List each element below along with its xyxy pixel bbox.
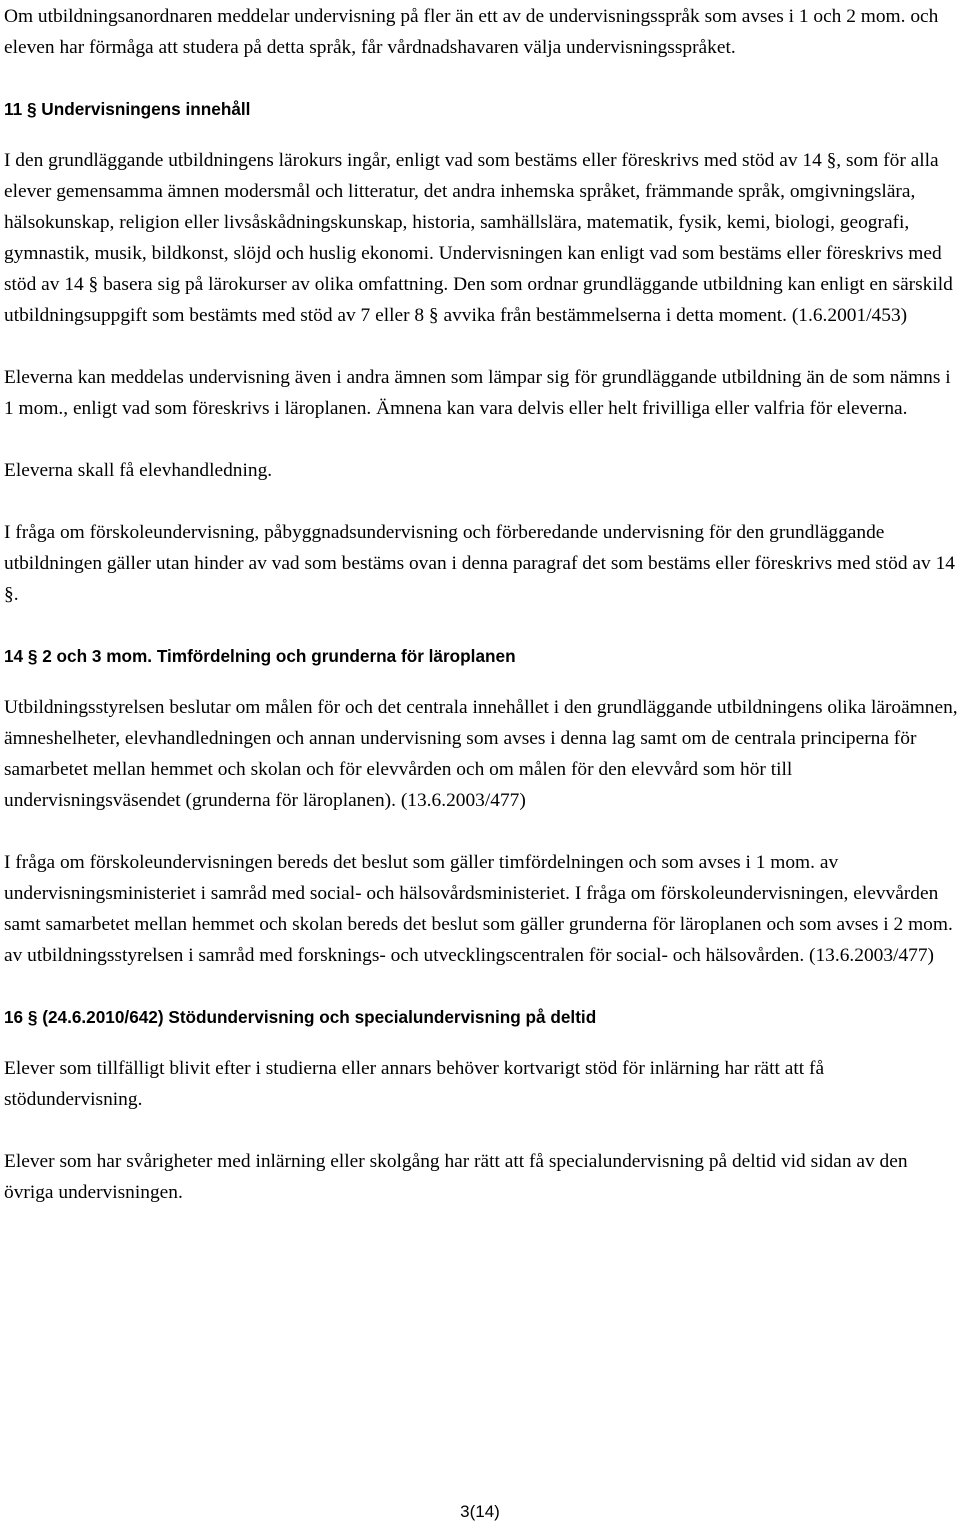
section-16-paragraph-2: Elever som har svårigheter med inlärning eller skolgång har rätt att få specialundervisning på deltid vid sidan av den övriga undervisningen. — [4, 1151, 908, 1203]
document-page — [4, 1, 958, 1208]
section-11-heading: 11 § Undervisningens innehåll — [4, 99, 251, 119]
section-14-paragraph-2: I fråga om förskoleundervisningen bereds det beslut som gäller timfördelningen och som avses i 1 mom. av undervisningsministeriet i samråd med social- och hälsovårdsministeriet. I fråga om förskoleundervisningen, elevvården samt samarbetet mellan hemmet och skolan bereds det beslut som gäller grunderna för läroplanen och som avses i 2 mom. av utbildningsstyrelsen i samråd med forsknings- och utvecklingscentralen för social- och hälsovården. (13.6.2003/477) — [4, 852, 953, 966]
section-11-paragraph-1: I den grundläggande utbildningens lärokurs ingår, enligt vad som bestäms eller föreskrivs med stöd av 14 §, som för alla elever gemensamma ämnen modersmål och litteratur, det andra inhemska språket, främmande språk, omgivningslära, hälsokunskap, religion eller livsåskådningskunskap, historia, samhällslära, matematik, fysik, kemi, biologi, geografi, gymnastik, musik, bildkonst, slöjd och huslig ekonomi. Undervisningen kan enligt vad som bestäms eller föreskrivs med stöd av 14 § basera sig på lärokurser av olika omfattning. Den som ordnar grundläggande utbildning kan enligt en särskild utbildningsuppgift som bestämts med stöd av 7 eller 8 § avvika från bestämmelserna i detta moment. (1.6.2001/453) — [4, 150, 953, 326]
section-16-heading: 16 § (24.6.2010/642) Stödundervisning och specialundervisning på deltid — [4, 1007, 597, 1027]
section-14-heading: 14 § 2 och 3 mom. Timfördelning och grunderna för läroplanen — [4, 646, 516, 666]
intro-paragraph: Om utbildningsanordnaren meddelar undervisning på fler än ett av de undervisningsspråk som avses i 1 och 2 mom. och eleven har förmåga att studera på detta språk, får vårdnadshavaren välja undervisningsspråket. — [4, 6, 939, 58]
section-11-paragraph-4: I fråga om förskoleundervisning, påbyggnadsundervisning och förberedande undervisning för den grundläggande utbildningen gäller utan hinder av vad som bestäms ovan i denna paragraf det som bestäms eller föreskrivs med stöd av 14 §. — [4, 522, 955, 605]
section-11-paragraph-3: Eleverna skall få elevhandledning. — [4, 460, 273, 481]
section-14-paragraph-1: Utbildningsstyrelsen beslutar om målen för och det centrala innehållet i den grundläggande utbildningens olika läroämnen, ämneshelheter, elevhandledningen och annan undervisning som avses i denna lag samt om de centrala principerna för samarbetet mellan hemmet och skolan och för elevvården och om målen för den elevvård som hör till undervisningsväsendet (grunderna för läroplanen). (13.6.2003/477) — [4, 697, 958, 811]
section-16-paragraph-1: Elever som tillfälligt blivit efter i studierna eller annars behöver kortvarigt stöd för inlärning har rätt att få stödundervisning. — [4, 1058, 825, 1110]
page-number: 3(14) — [460, 1502, 500, 1521]
section-11-paragraph-2: Eleverna kan meddelas undervisning även i andra ämnen som lämpar sig för grundläggande utbildning än de som nämns i 1 mom., enligt vad som föreskrivs i läroplanen. Ämnena kan vara delvis eller helt frivilliga eller valfria för eleverna. — [4, 367, 951, 419]
